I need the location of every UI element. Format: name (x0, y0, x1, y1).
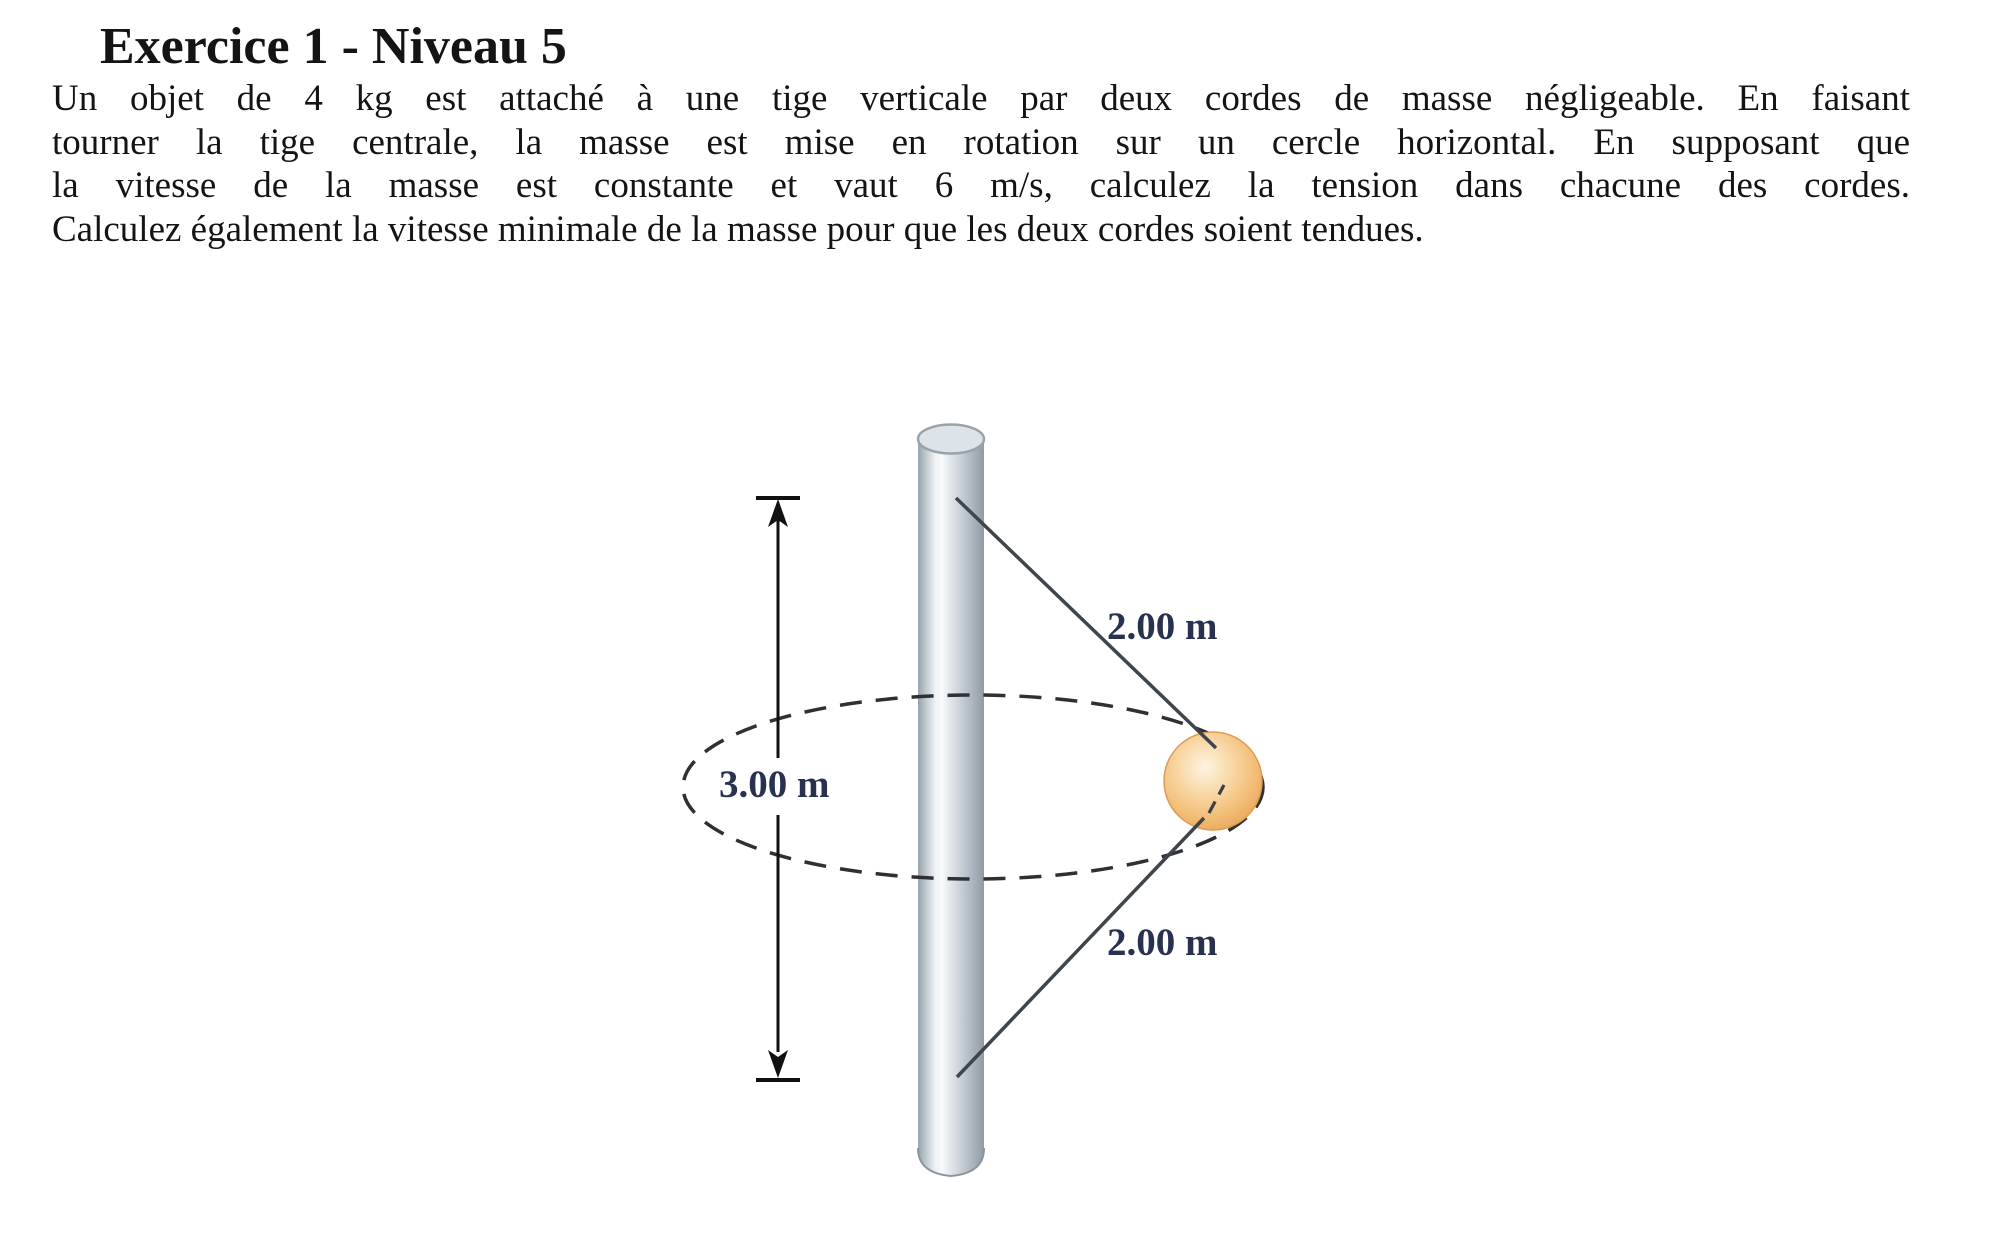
circle-diameter-label: 3.00 m (719, 763, 830, 806)
lower-cord-length-label: 2.00 m (1107, 921, 1218, 964)
rod-top-cap (918, 425, 984, 454)
page-title: Exercice 1 - Niveau 5 (100, 18, 567, 75)
problem-line-3: la vitesse de la masse est constante et vaut 6 m/s, calculez la tension dans chacune des cordes. (52, 165, 1910, 206)
rod (918, 439, 984, 1176)
problem-line-1: Un objet de 4 kg est attaché à une tige verticale par deux cordes de masse négligeable. En faisant (52, 78, 1910, 119)
arrowhead-down (768, 1050, 788, 1078)
problem-line-4: Calculez également la vitesse minimale de la masse pour que les deux cordes soient tendues. (52, 208, 1424, 250)
upper-cord-length-label: 2.00 m (1107, 605, 1218, 648)
problem-line-2: tourner la tige centrale, la masse est mise en rotation sur un cercle horizontal. En supposant que (52, 121, 1910, 163)
